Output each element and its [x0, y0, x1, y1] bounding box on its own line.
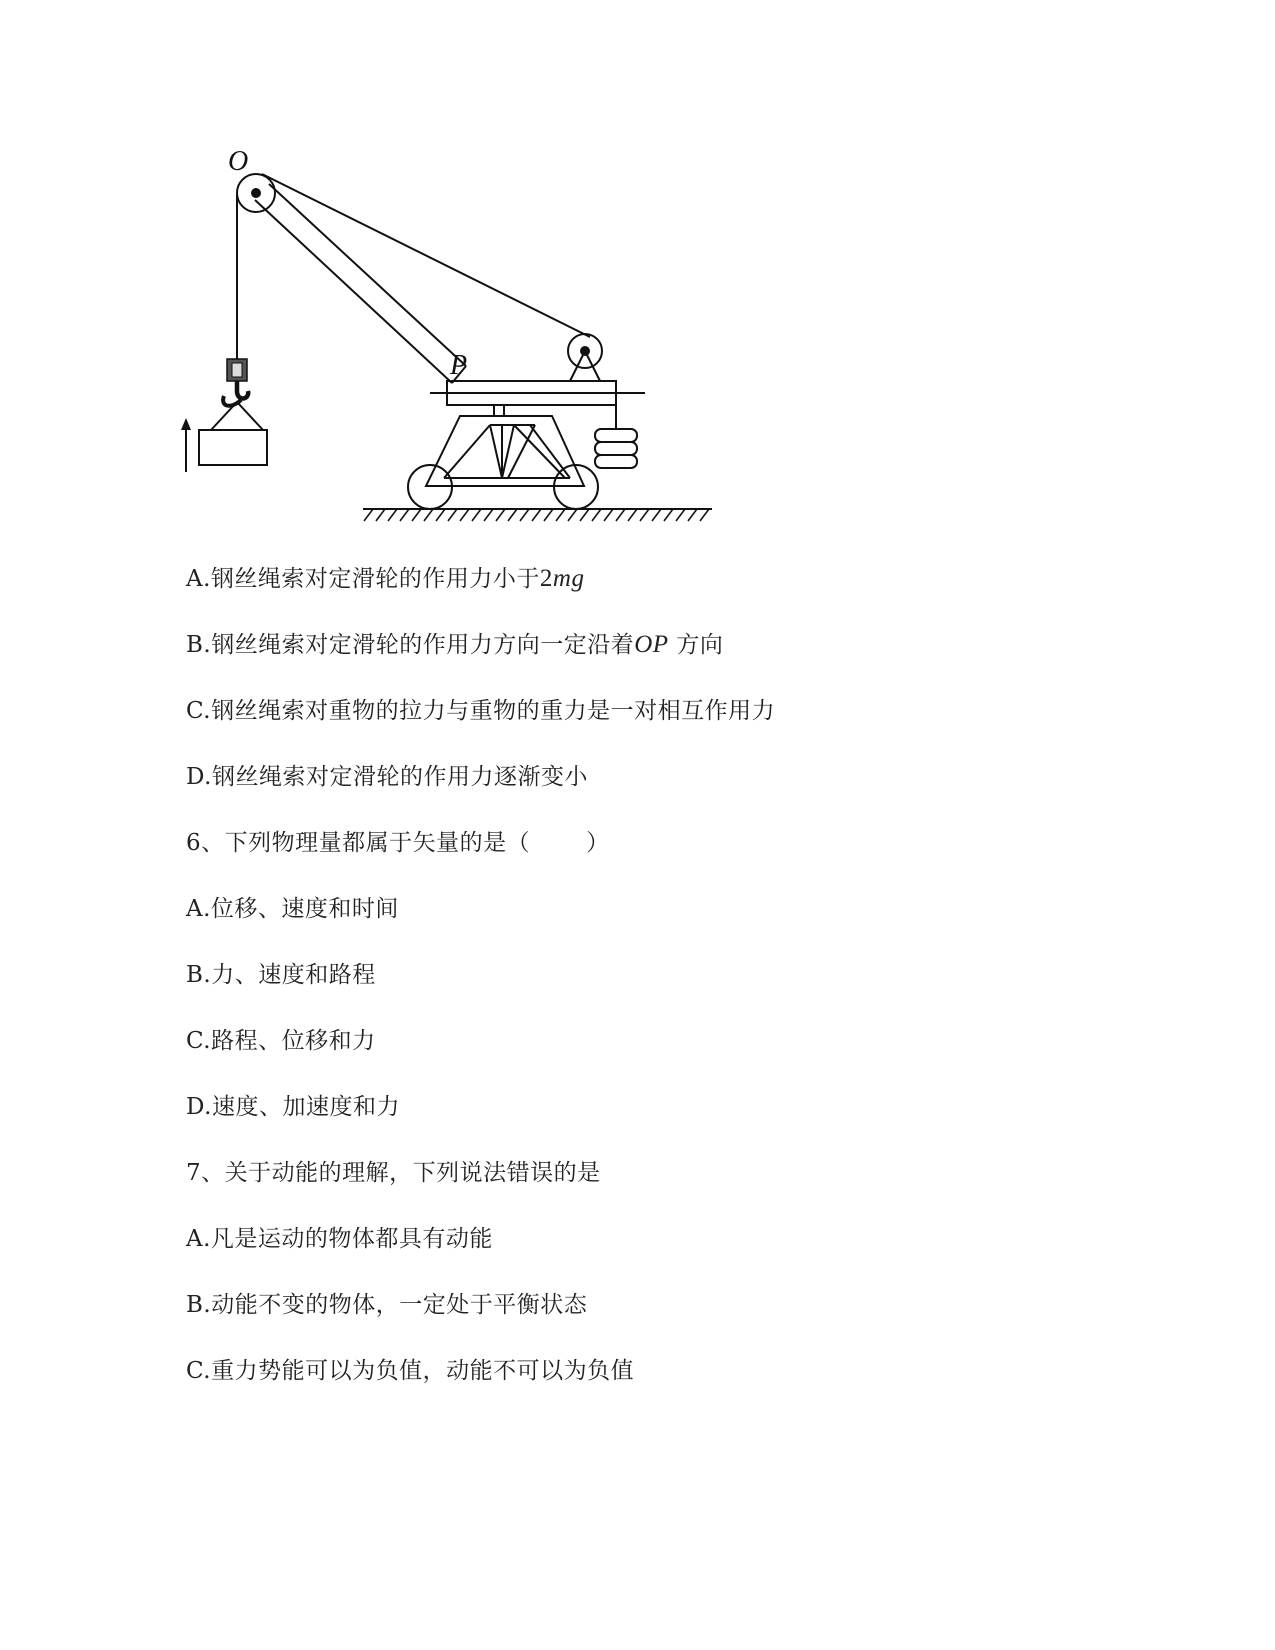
crane-figure: [170, 140, 760, 550]
rear-rope: [262, 174, 590, 337]
load-box: [199, 430, 267, 465]
q5-option-a: A.钢丝绳索对定滑轮的作用力小于2mg: [186, 565, 585, 592]
q7-option-c: C.重力势能可以为负值，动能不可以为负值: [186, 1358, 635, 1384]
q5-option-d: D.钢丝绳索对定滑轮的作用力逐渐变小: [186, 764, 588, 790]
boom-edge-upper: [269, 184, 466, 366]
label-p: P: [450, 350, 468, 381]
hook-icon: [223, 359, 248, 406]
q7-option-a: A.凡是运动的物体都具有动能: [186, 1226, 493, 1252]
q7-stem: 7、关于动能的理解，下列说法错误的是: [186, 1160, 601, 1186]
q5-option-c: C.钢丝绳索对重物的拉力与重物的重力是一对相互作用力: [186, 698, 776, 724]
boom-edge-lower: [255, 200, 452, 383]
q5-option-b: B.钢丝绳索对定滑轮的作用力方向一定沿着OP 方向: [186, 631, 724, 658]
q6-option-b: B.力、速度和路程: [186, 962, 376, 988]
q6-stem: 6、下列物理量都属于矢量的是（ ）: [186, 830, 610, 856]
label-o: O: [228, 146, 249, 177]
up-arrow-head: [181, 418, 191, 430]
q7-option-b: B.动能不变的物体，一定处于平衡状态: [186, 1292, 588, 1318]
q6-option-c: C.路程、位移和力: [186, 1028, 376, 1054]
q6-option-d: D.速度、加速度和力: [186, 1094, 400, 1120]
q6-option-a: A.位移、速度和时间: [186, 896, 399, 922]
